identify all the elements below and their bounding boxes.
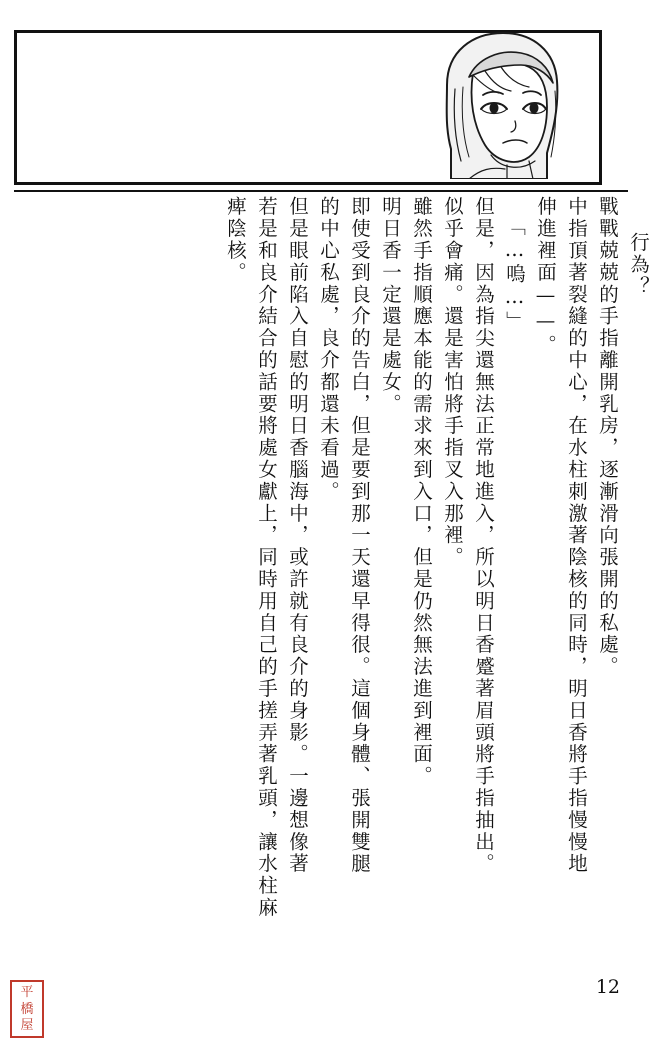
text-column: 伸進裡面——。 xyxy=(534,196,557,357)
text-column: 痺陰核。 xyxy=(224,196,247,284)
woman-face-portrait-icon xyxy=(429,29,589,179)
text-column: 的中心私處，良介都還未看過。 xyxy=(317,196,340,503)
text-column: 雖然手指順應本能的需求來到入口，但是仍然無法進到裡面。 xyxy=(410,196,433,788)
text-column: 中指頂著裂縫的中心，在水柱刺激著陰核的同時，明日香將手指慢慢地 xyxy=(565,196,588,875)
body-text-block xyxy=(92,196,648,956)
text-column: 但是，因為指尖還無法正常地進入，所以明日香蹙著眉頭將手指抽出。 xyxy=(472,196,495,875)
text-column: 「…嗚…」 xyxy=(503,216,526,333)
page-number: 12 xyxy=(595,976,620,998)
stamp-char-3: 屋 xyxy=(20,1018,34,1034)
illustration-panel xyxy=(14,30,602,185)
text-column: 行為？ xyxy=(627,232,650,298)
text-column: 似乎會痛。還是害怕將手指叉入那裡。 xyxy=(441,196,464,569)
publisher-stamp xyxy=(10,980,44,1038)
stamp-char-2: 橋 xyxy=(20,1001,34,1017)
horizontal-divider xyxy=(14,190,628,192)
text-column: 明日香一定還是處女。 xyxy=(379,196,402,415)
text-column: 即使受到良介的告白，但是要到那一天還早得很。這個身體、張開雙腿 xyxy=(348,196,371,875)
text-column: 戰戰兢兢的手指離開乳房，逐漸滑向張開的私處。 xyxy=(596,196,619,678)
text-column: 但是眼前陷入自慰的明日香腦海中，或許就有良介的身影。一邊想像著 xyxy=(286,196,309,875)
text-column: 若是和良介結合的話要將處女獻上，同時用自己的手搓弄著乳頭，讓水柱麻 xyxy=(255,196,278,919)
stamp-char-1: 平 xyxy=(20,984,34,1000)
